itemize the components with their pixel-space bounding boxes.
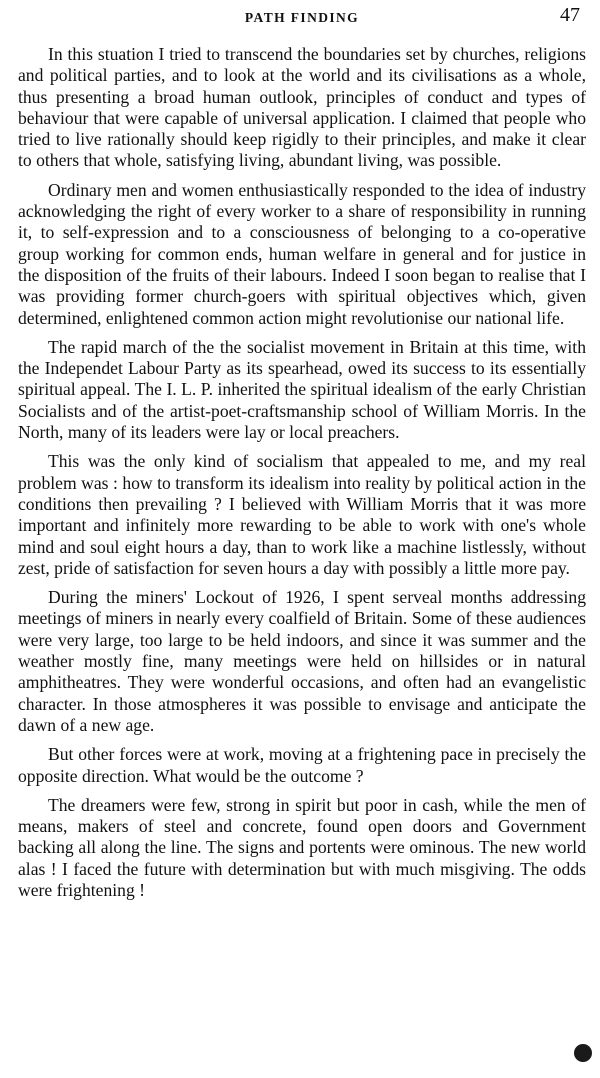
body-text: [18, 44, 586, 901]
paragraph: But other forces were at work, moving at a frightening pace in precisely the opposite direction. What would be the outcome ?: [18, 744, 586, 786]
running-header: [18, 4, 586, 38]
ink-blot-mark: [574, 1044, 592, 1062]
page-number: 47: [560, 4, 580, 26]
paragraph: The rapid march of the the socialist movement in Britain at this time, with the Independet Labour Party as its spearhead, owed its success to its essentially spiritual appeal. The I. L. P. inherited the spiritual idealism of the early Christian Socialists and of the artist-poet-craftsmanship school of William Morris. In the North, many of its leaders were lay or local preachers.: [18, 336, 586, 443]
paragraph: In this stuation I tried to transcend the boundaries set by churches, religions and political parties, and to look at the world and its civilisations as a whole, thus presenting a broad human outlook, principles of conduct and types of behaviour that were capable of universal application. I claimed that people who tried to live rationally should keep rigidly to their principles, and make it clear to others that whole, satisfying living, abundant living, was possible.: [18, 44, 586, 171]
paragraph: This was the only kind of socialism that appealed to me, and my real problem was : how to transform its idealism into reality by political action in the conditions then prevailing ? I believed with William Morris that it was more important and infinitely more rewarding to be able to work with one's whole mind and soul eight hours a day, than to work like a machine listlessly, without zest, pride of satisfaction for seven hours a day with possibly a little more pay.: [18, 451, 586, 578]
paragraph: During the miners' Lockout of 1926, I spent serveal months addressing meetings of miners in nearly every coalfield of Britain. Some of these audiences were very large, too large to be held indoors, and since it was summer and the weather mostly fine, many meetings were held on hillsides or in natural amphitheatres. They were wonderful occasions, and often had an evangelistic character. In those atmospheres it was possible to envisage and anticipate the dawn of a new age.: [18, 587, 586, 735]
paragraph: The dreamers were few, strong in spirit but poor in cash, while the men of means, makers of steel and concrete, found open doors and Government backing all along the line. The signs and portents were ominous. The new world alas ! I faced the future with determination but with much misgiving. The odds were frightening !: [18, 794, 586, 900]
paragraph: Ordinary men and women enthusiastically responded to the idea of industry acknowledging the right of every worker to a share of responsibility in running it, to self-expression and to a consciousness of belonging to a co-operative group working for common ends, human welfare in general and for justice in the disposition of the fruits of their labours. Indeed I soon began to realise that I was providing former church-goers with spiritual objectives which, given determined, enlightened common action might revolutionise our national life.: [18, 179, 586, 328]
running-title: PATH FINDING: [244, 10, 360, 25]
